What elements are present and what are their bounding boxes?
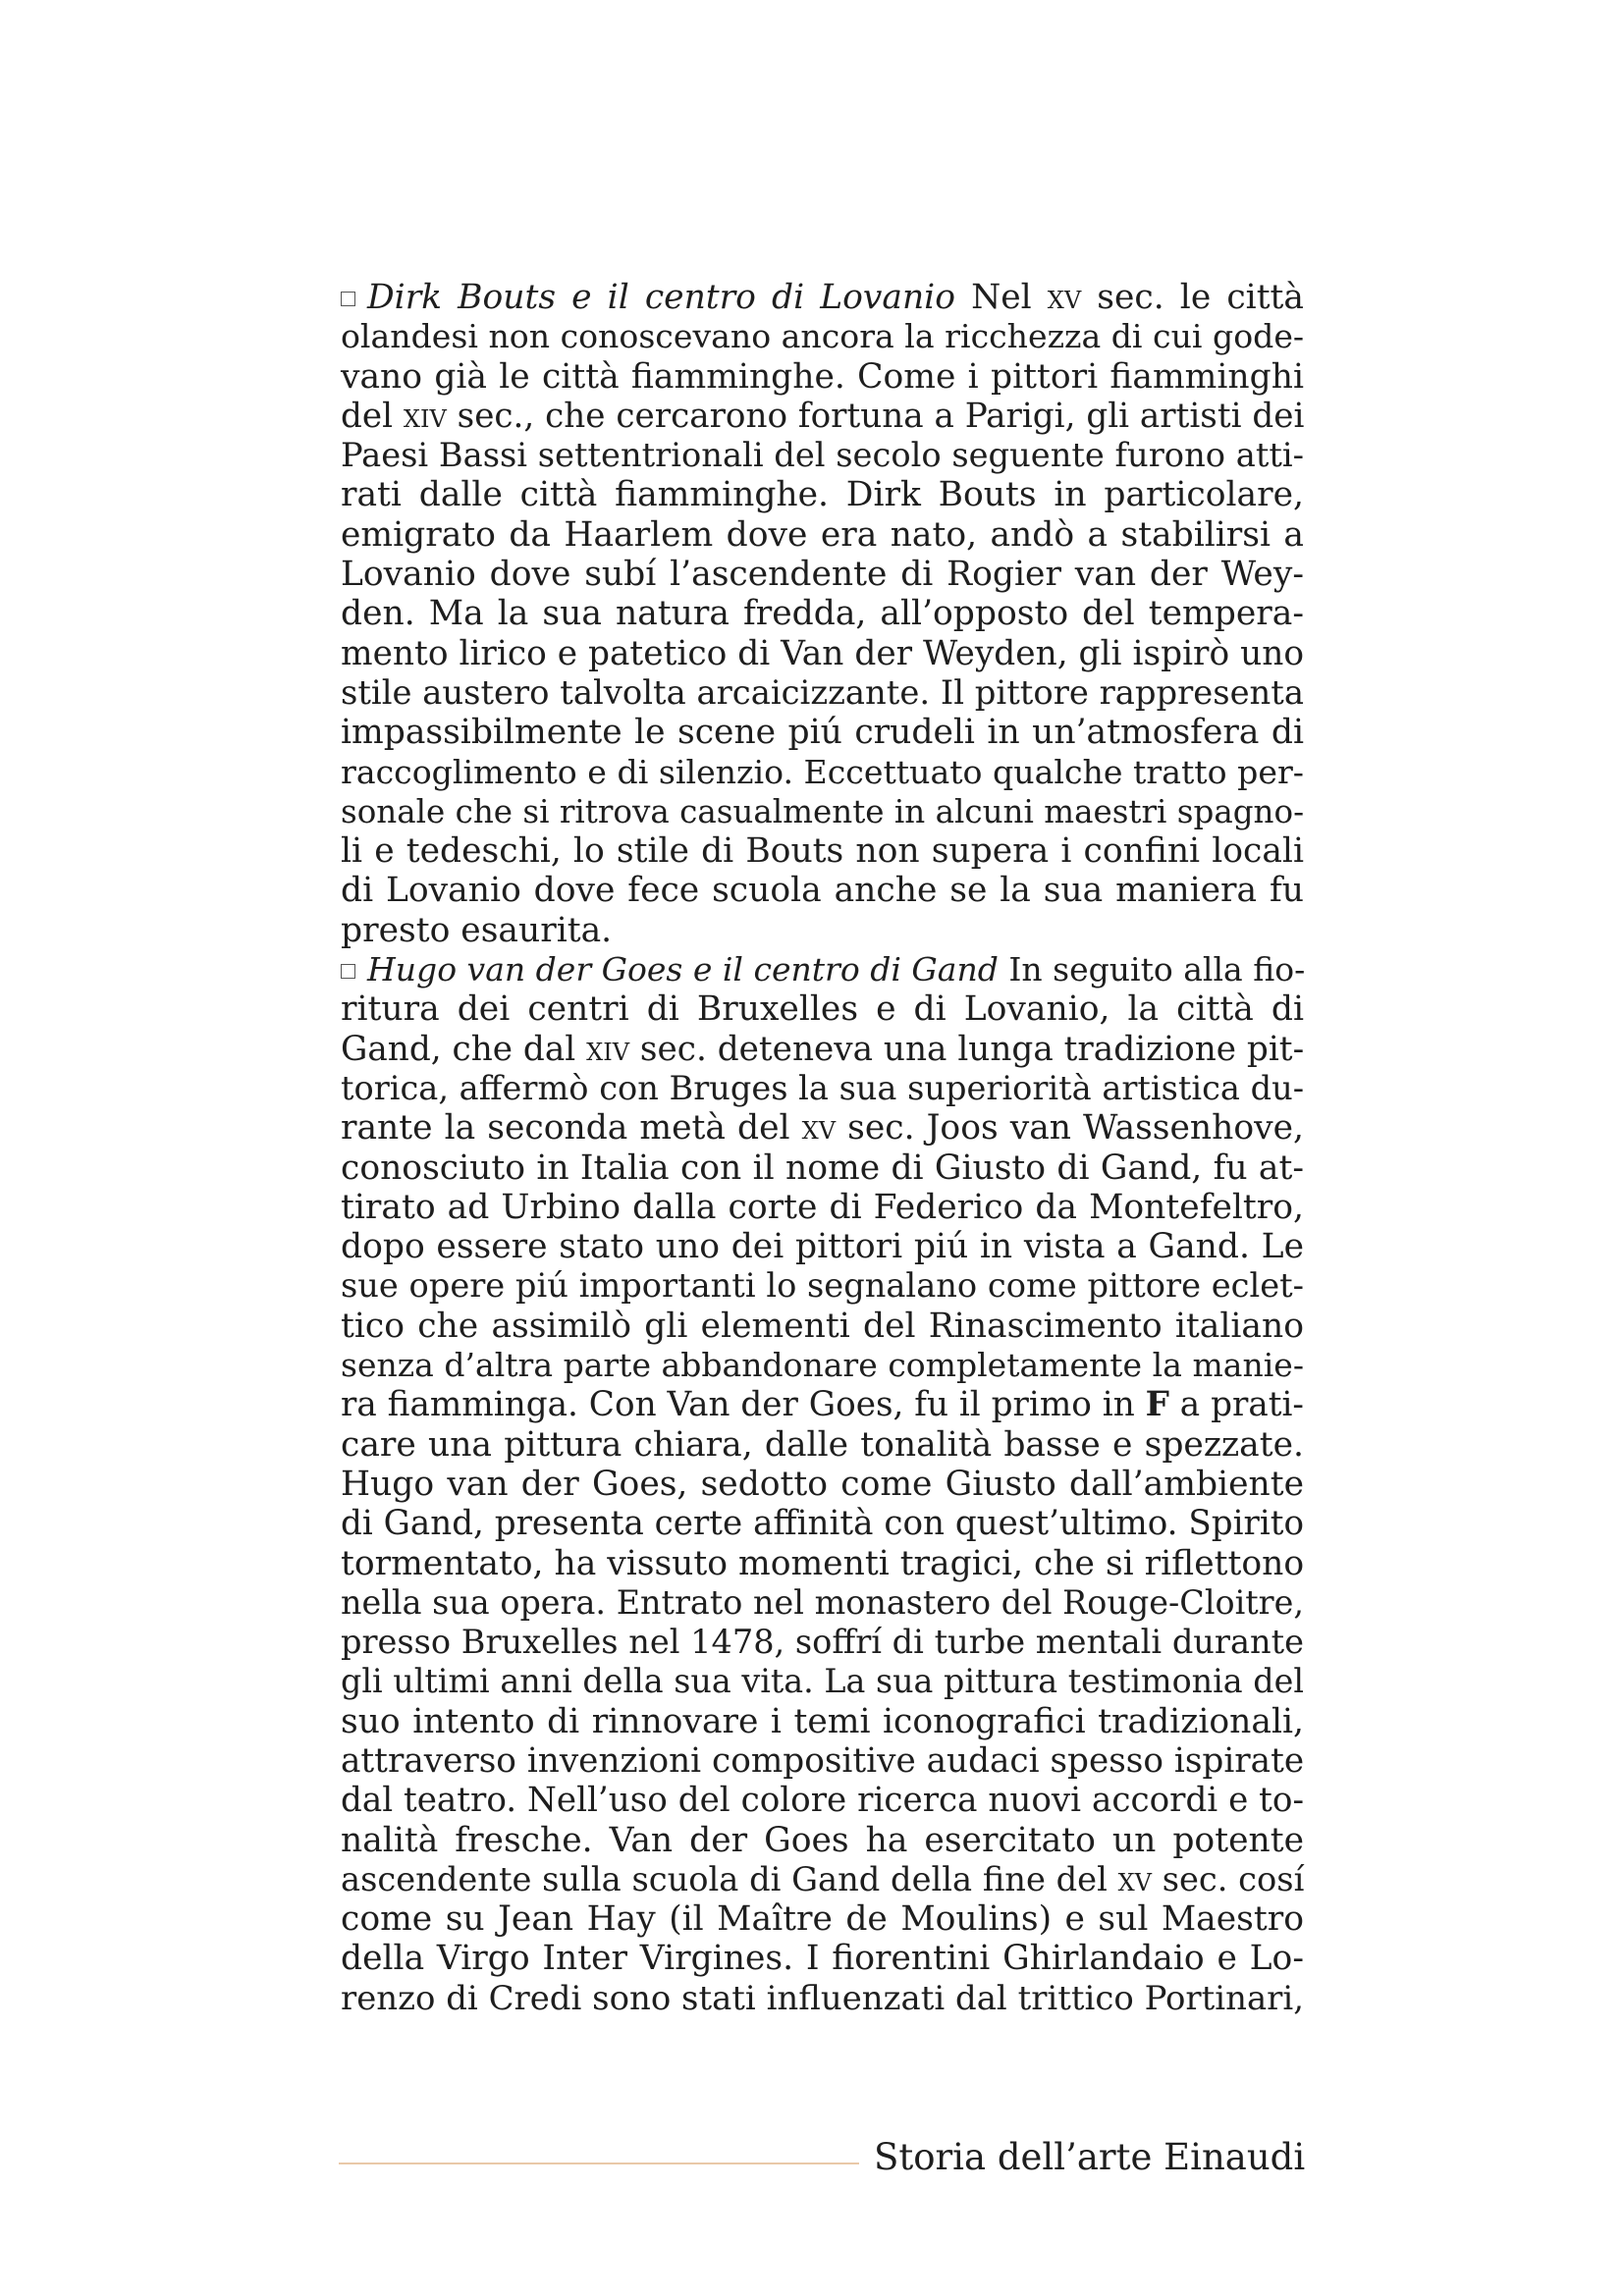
footer-rule [339,2163,859,2164]
text-run: Nel [954,278,1048,317]
text-line [341,1030,1304,1069]
text-run: ascendente sulla scuola di Gand della fine del [341,1859,1118,1898]
text-run: Gand, che dal [341,1029,587,1069]
text-run: del [341,396,404,436]
text-line: suo intento di rinnovare i temi iconografici tradizionali, [341,1701,1304,1741]
text-line [341,1108,1304,1148]
text-line: sonale che si ritrova casualmente in alcuni maestri spagno- [341,792,1305,830]
text-line [341,397,1304,436]
text-line: stile austero talvolta arcaicizzante. Il pittore rappresenta [341,672,1304,712]
text-run: rante la seconda metà del [341,1108,802,1148]
text-line: olandesi non conoscevano ancora la ricchezza di cui gode- [341,317,1305,356]
text-line: Paesi Bassi settentrionali del secolo seguente furono atti- [341,436,1305,475]
text-run: sec. Joos van Wassenhove, [836,1108,1304,1148]
text-line: care una pittura chiara, dalle tonalità basse e spezzate. [341,1424,1304,1465]
text-line: emigrato da Haarlem dove era nato, andò a stabilirsi a [341,514,1304,555]
text-run: sec. le città [1081,278,1304,317]
small-caps-run: xiv [403,396,447,436]
text-line: nella sua opera. Entrato nel monastero del Rouge-Cloitre, [341,1582,1304,1622]
text-line: Lovanio dove subí l’ascendente di Rogier van der Wey- [341,555,1304,595]
text-line: presto esaurita. [341,910,613,950]
small-caps-run: xv [1117,1859,1152,1898]
text-run: a prati- [1168,1385,1304,1425]
text-line: senza d’altra parte abbandonare completamente la manie- [341,1346,1304,1385]
text-line: della Virgo Inter Virgines. I fiorentini Ghirlandaio e Lo- [341,1939,1304,1979]
text-line [341,1860,1304,1899]
text-line: di Lovanio dove fece scuola anche se la sua maniera fu [341,871,1304,911]
text-line: raccoglimento e di silenzio. Eccettuato qualche tratto per- [341,752,1304,791]
small-caps-run: xv [1047,278,1082,317]
text-line: dopo essere stato uno dei pittori piú in vista a Gand. Le [341,1227,1304,1267]
text-line: presso Bruxelles nel 1478, soffrí di turbe mentali durante [341,1623,1304,1662]
text-line: dal teatro. Nell’uso del colore ricerca nuovi accordi e to- [341,1781,1304,1821]
small-caps-run: xv [801,1108,837,1148]
text-line: come su Jean Hay (il Maître de Moulins) e sul Maestro [341,1899,1304,1940]
text-line: Hugo van der Goes, sedotto come Giusto dall’ambiente [341,1464,1304,1504]
small-caps-run: xiv [586,1029,630,1069]
text-run: In seguito alla fio- [998,950,1306,989]
text-run: ra fiamminga. Con Van der Goes, fu il primo in [341,1385,1146,1425]
box-icon [341,292,355,306]
box-icon [341,964,355,979]
bold-run: F [1145,1385,1169,1425]
text-line [341,1385,1304,1424]
section-heading: Dirk Bouts e il centro di Lovanio [367,278,955,317]
text-run: sec., che cercarono fortuna a Parigi, gli artisti dei [446,396,1305,436]
text-run: sec. deteneva una lunga tradizione pit- [629,1029,1305,1069]
text-line: tico che assimilò gli elementi del Rinascimento italiano [341,1306,1304,1346]
text-line: nalità fresche. Van der Goes ha esercitato un potente [341,1820,1304,1860]
text-line: li e tedeschi, lo stile di Bouts non supera i confini locali [341,831,1304,872]
text-line: conosciuto in Italia con il nome di Giusto di Gand, fu at- [341,1148,1304,1188]
text-line: ritura dei centri di Bruxelles e di Lovanio, la città di [341,989,1304,1030]
section-heading: Hugo van der Goes e il centro di Gand [367,950,999,989]
text-line: renzo di Credi sono stati influenzati dal trittico Portinari, [341,1978,1304,2017]
text-line: tormentato, ha vissuto momenti tragici, che si riflettono [341,1543,1305,1583]
text-line: mento lirico e patetico di Van der Weyden, gli ispirò uno [341,633,1305,673]
text-line: den. Ma la sua natura fredda, all’opposto del tempera- [341,594,1304,634]
text-line: di Gand, presenta certe affinità con quest’ultimo. Spirito [341,1504,1304,1544]
text-line: attraverso invenzioni compositive audaci spesso ispirate [341,1740,1305,1781]
text-line: impassibilmente le scene piú crudeli in un’atmosfera di [341,713,1304,753]
text-line: tirato ad Urbino dalla corte di Federico da Montefeltro, [341,1187,1304,1227]
text-line: gli ultimi anni della sua vita. La sua pittura testimonia del [341,1662,1304,1701]
footer-title: Storia dell’arte Einaudi [874,2136,1306,2178]
section-heading-line [341,950,1304,989]
text-line: rati dalle città fiamminghe. Dirk Bouts in particolare, [341,475,1304,515]
section-heading-line [341,278,1304,317]
text-line: sue opere piú importanti lo segnalano come pittore eclet- [341,1266,1304,1306]
page-body [341,278,1304,2018]
text-run: sec. cosí [1151,1859,1305,1898]
text-line: vano già le città fiamminghe. Come i pittori fiamminghi [341,356,1304,397]
text-line: torica, affermò con Bruges la sua superiorità artistica du- [341,1068,1305,1107]
